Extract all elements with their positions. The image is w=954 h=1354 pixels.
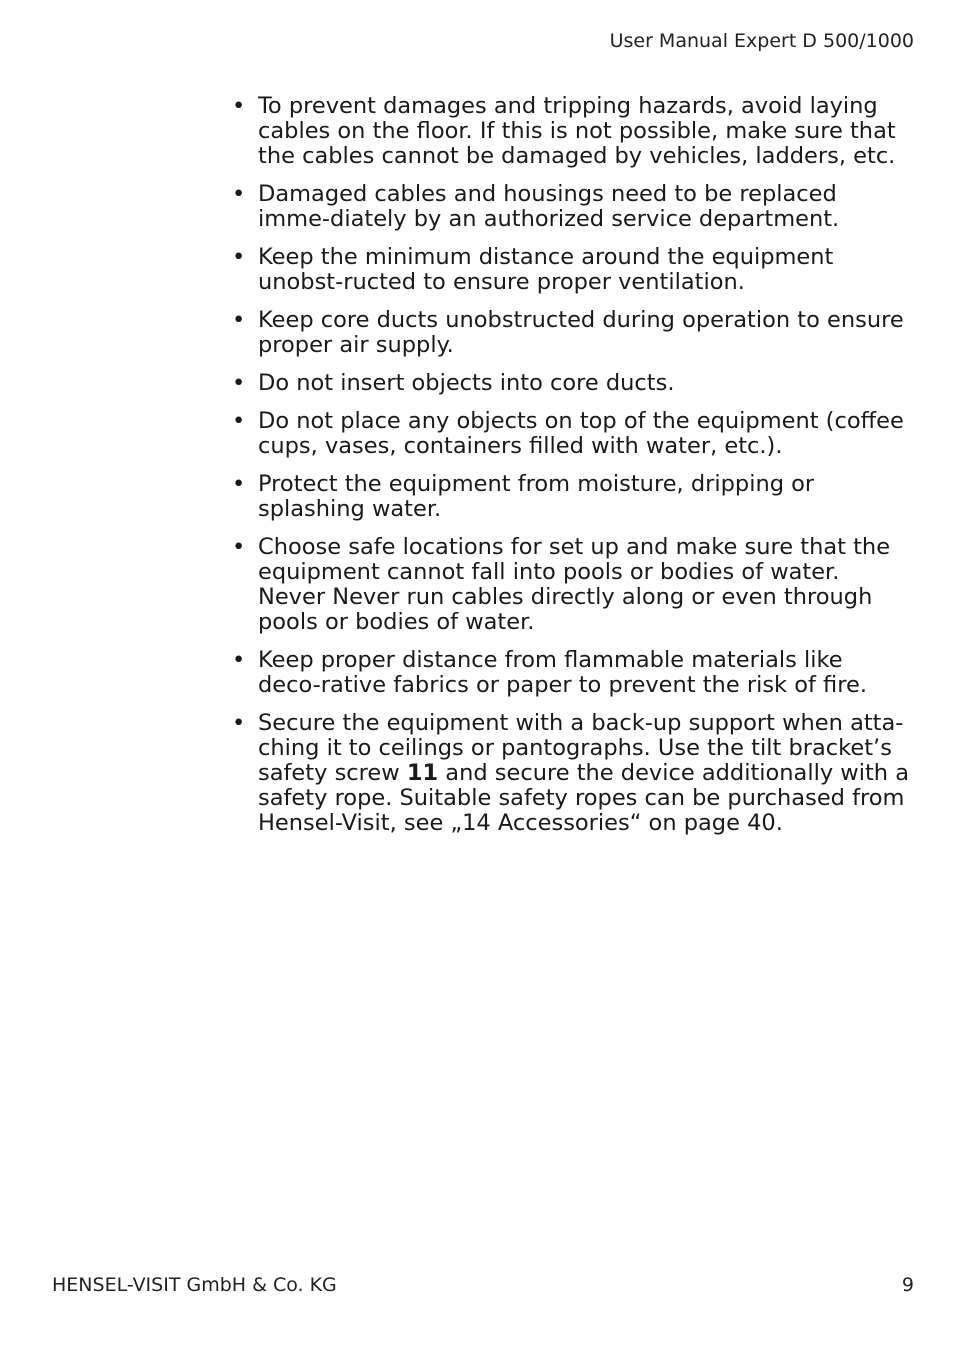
bullet-icon: • xyxy=(232,307,246,333)
bullet-item xyxy=(230,535,910,635)
page-header-title: User Manual Expert D 500/1000 xyxy=(609,30,914,52)
bullet-text-part1: Secure the equipment with a back-up support when atta-ching it to ceilings or pantographs. Use the tilt bracket’s safety screw xyxy=(258,710,904,786)
bullet-item xyxy=(230,308,910,358)
bullet-text: Keep core ducts unobstructed during operation to ensure proper air supply. xyxy=(258,307,904,358)
page-number: 9 xyxy=(901,1274,914,1296)
bullet-item xyxy=(230,472,910,522)
screw-number: 11 xyxy=(406,760,439,786)
bullet-item xyxy=(230,648,910,698)
bullet-text: Do not place any objects on top of the equipment (coffee cups, vases, containers filled with water, etc.). xyxy=(258,408,904,459)
bullet-text: To prevent damages and tripping hazards, avoid laying cables on the floor. If this is not possible, make sure that the cables cannot be damaged by vehicles, ladders, etc. xyxy=(258,93,896,169)
bullet-icon: • xyxy=(232,370,246,396)
bullet-icon: • xyxy=(232,710,246,736)
bullet-item xyxy=(230,409,910,459)
bullet-text-part2: and secure the device additionally with a safety rope. Suitable safety ropes can be purchased from Hensel-Visit, see „14 Accessories“ on page 40. xyxy=(258,760,909,836)
bullet-icon: • xyxy=(232,647,246,673)
bullet-text: Damaged cables and housings need to be replaced imme-diately by an authorized service department. xyxy=(258,181,840,232)
bullet-text: Protect the equipment from moisture, dripping or splashing water. xyxy=(258,471,815,522)
bullet-item xyxy=(230,245,910,295)
bullet-icon: • xyxy=(232,244,246,270)
bullet-icon: • xyxy=(232,534,246,560)
bullet-text: Do not insert objects into core ducts. xyxy=(258,370,675,396)
bullet-icon: • xyxy=(232,471,246,497)
bullet-text: Keep the minimum distance around the equipment unobst-ructed to ensure proper ventilation. xyxy=(258,244,834,295)
bullet-item xyxy=(230,94,910,169)
footer-company: HENSEL-VISIT GmbH & Co. KG xyxy=(52,1274,337,1296)
bullet-text: Choose safe locations for set up and make sure that the equipment cannot fall into pools or bodies of water. Never Never run cables directly along or even through pools or bodies of water. xyxy=(258,534,891,635)
bullet-icon: • xyxy=(232,181,246,207)
bullet-item-safety-rope xyxy=(230,711,910,836)
bullet-item xyxy=(230,371,910,396)
bullet-icon: • xyxy=(232,93,246,119)
bullet-icon: • xyxy=(232,408,246,434)
safety-bullet-list xyxy=(230,94,910,849)
bullet-text: Keep proper distance from flammable materials like deco-rative fabrics or paper to prevent the risk of fire. xyxy=(258,647,867,698)
bullet-item xyxy=(230,182,910,232)
